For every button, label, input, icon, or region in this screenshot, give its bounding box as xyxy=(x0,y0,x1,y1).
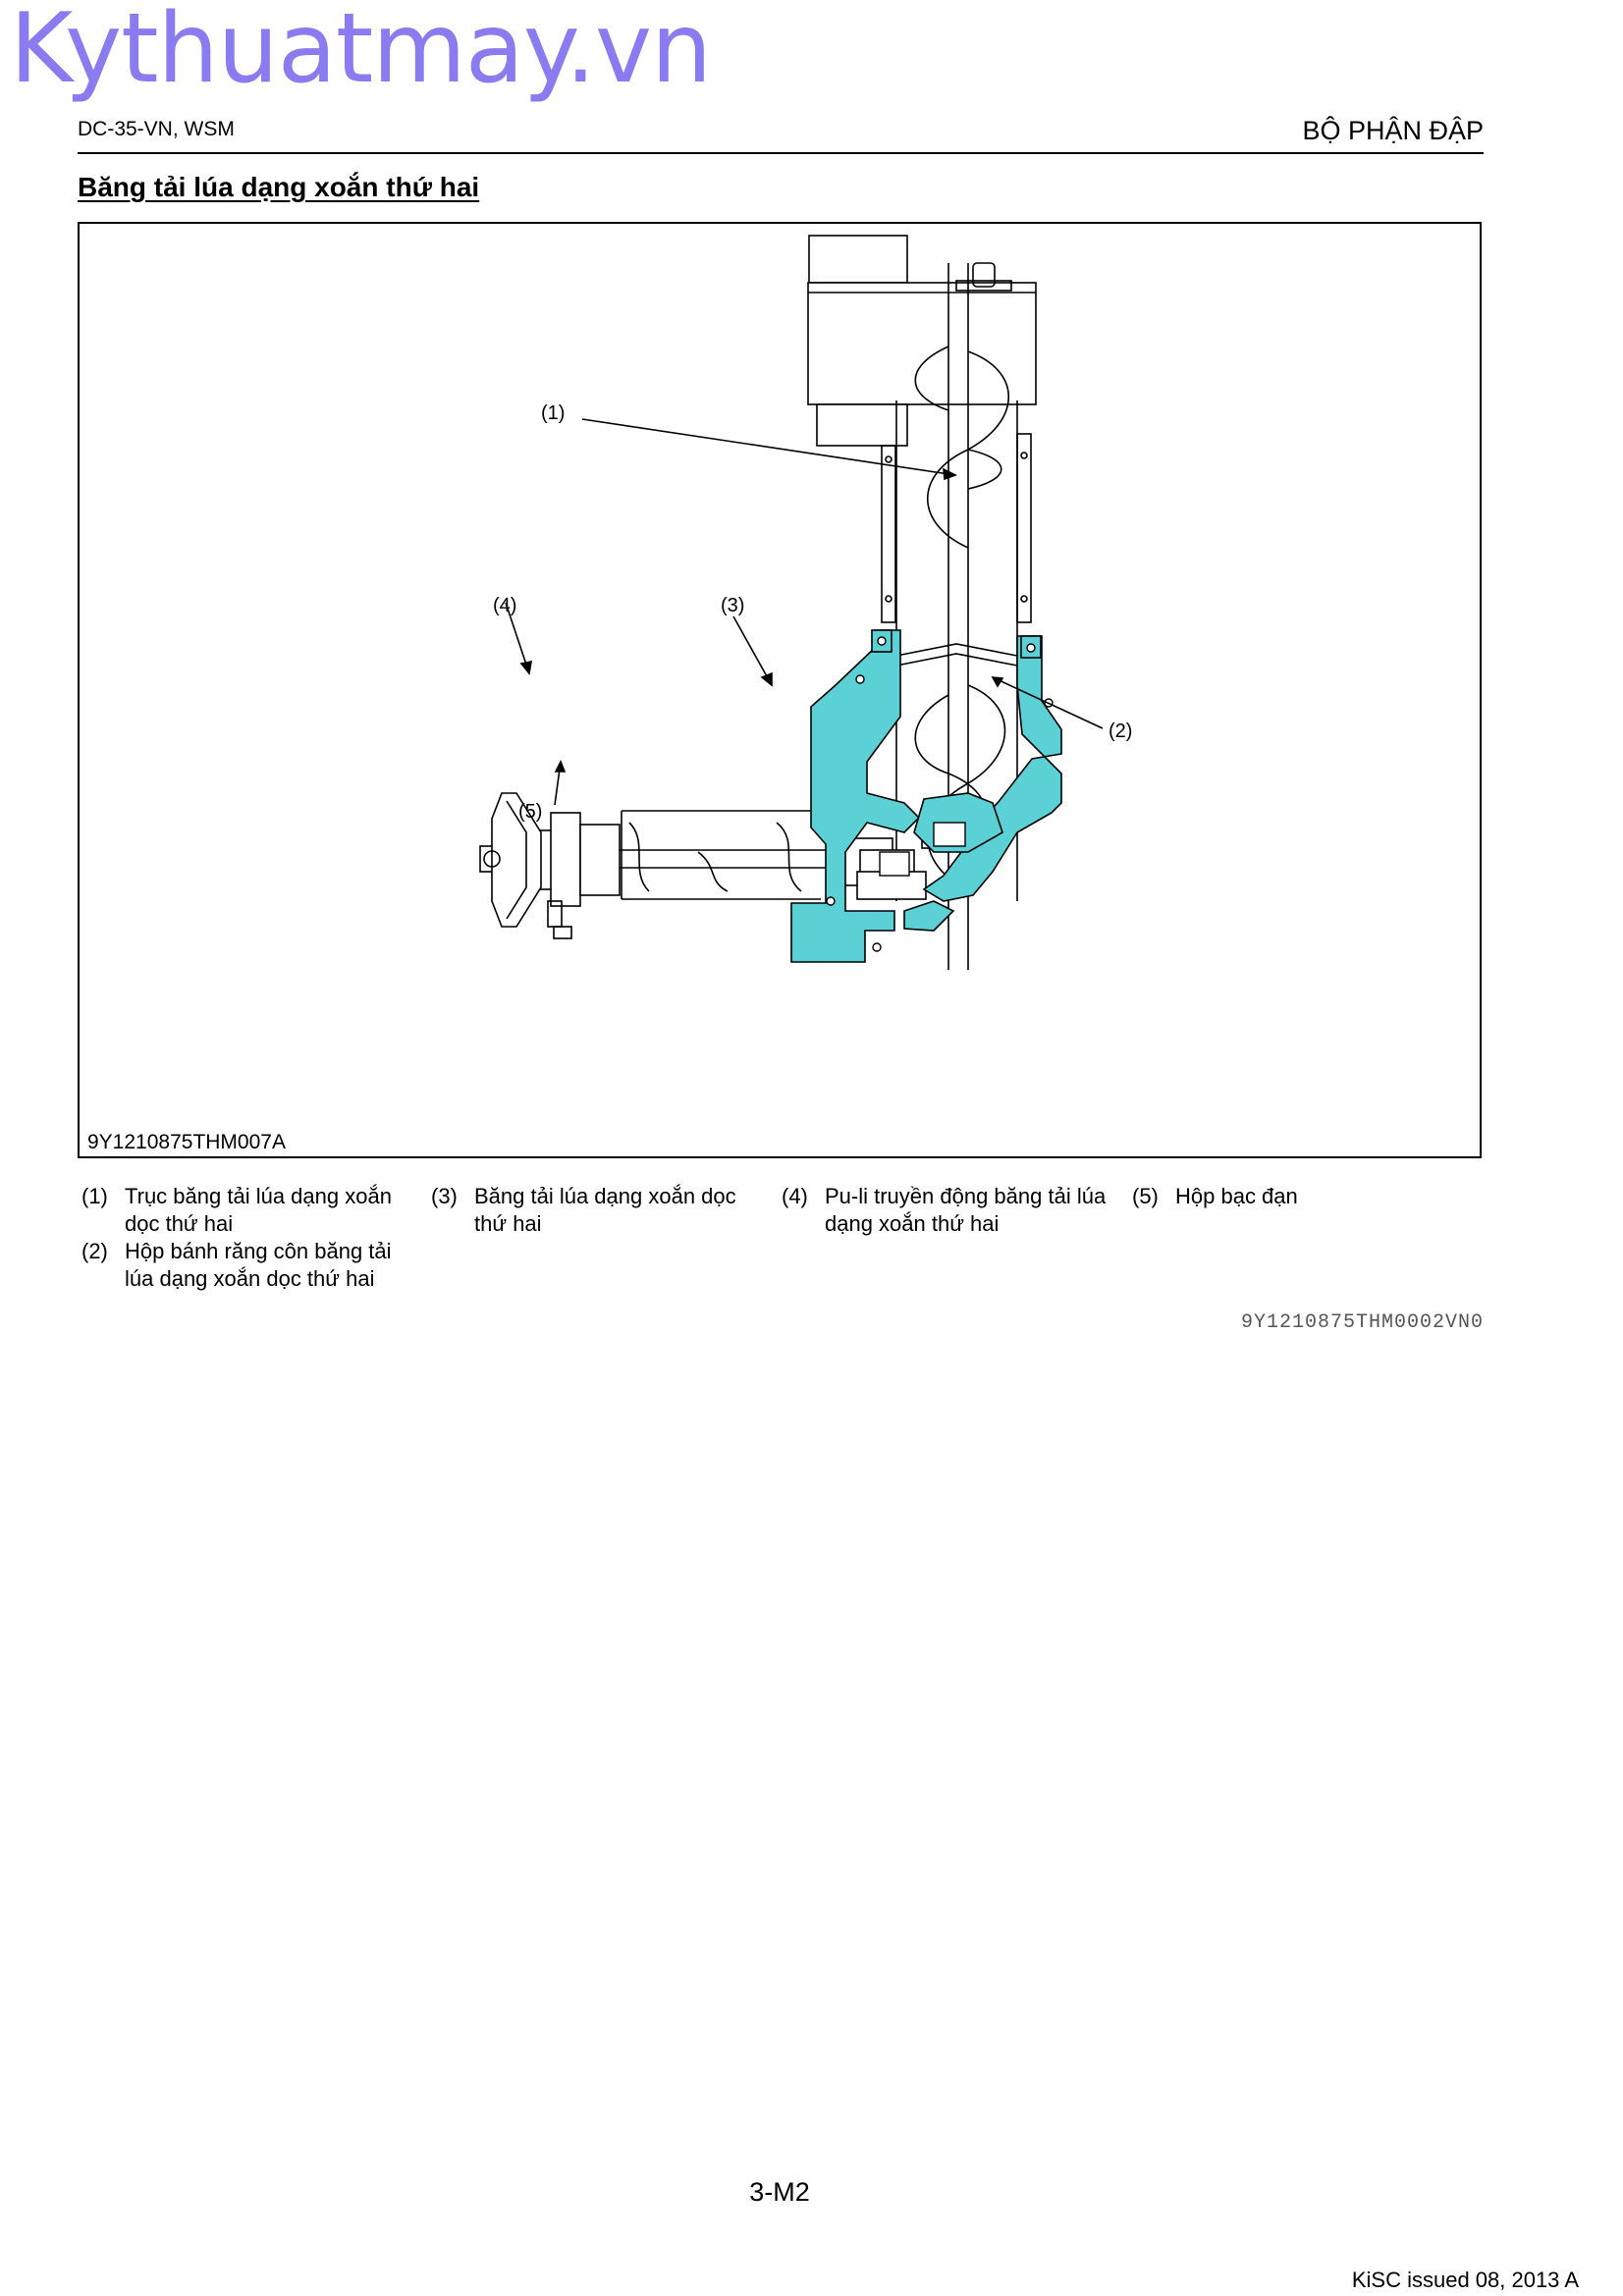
legend-text: Trục băng tải lúa dạng xoắn dọc thứ hai xyxy=(125,1184,392,1236)
figure-id: 9Y1210875THM007A xyxy=(87,1131,286,1153)
legend-text: Hộp bạc đạn xyxy=(1175,1184,1298,1208)
legend-item xyxy=(78,1238,402,1293)
document-code: DC-35-VN, WSM xyxy=(78,118,235,140)
legend-number: (2) xyxy=(81,1239,108,1263)
callout-2: (2) xyxy=(1109,721,1133,742)
legend-text: Băng tải lúa dạng xoắn dọc thứ hai xyxy=(474,1184,736,1236)
header-divider xyxy=(78,152,1484,154)
callout-5: (5) xyxy=(518,801,543,823)
section-name: BỘ PHẬN ĐẬP xyxy=(1302,116,1484,145)
legend-item xyxy=(778,1183,1116,1238)
page-title: Băng tải lúa dạng xoắn thứ hai xyxy=(78,172,480,202)
watermark-logo: Kythuatmay.vn xyxy=(10,0,712,105)
legend-number: (3) xyxy=(431,1184,458,1208)
legend-text: Hộp bánh răng côn băng tải lúa dạng xoắn dọc thứ hai xyxy=(125,1239,392,1291)
legend-number: (5) xyxy=(1132,1184,1159,1208)
legend-column-4 xyxy=(1128,1183,1423,1210)
legend-item xyxy=(78,1183,402,1238)
page-number: 3-M2 xyxy=(749,2177,810,2207)
legend-text: Pu-li truyền động băng tải lúa dạng xoắn thứ hai xyxy=(825,1184,1107,1236)
legend-number: (1) xyxy=(81,1184,108,1208)
legend-column-2 xyxy=(427,1183,751,1238)
technical-figure xyxy=(78,222,1482,1158)
callout-1: (1) xyxy=(541,402,566,424)
callout-4: (4) xyxy=(493,595,517,616)
issue-footer: KiSC issued 08, 2013 A xyxy=(1351,2268,1579,2292)
legend-item xyxy=(1128,1183,1423,1210)
legend-number: (4) xyxy=(782,1184,808,1208)
legend-item xyxy=(427,1183,751,1238)
legend-column-3 xyxy=(778,1183,1116,1238)
conveyor-drawing xyxy=(80,224,1482,1158)
reference-code: 9Y1210875THM0002VN0 xyxy=(1240,1311,1484,1334)
legend-column-1 xyxy=(78,1183,402,1293)
callout-3: (3) xyxy=(721,595,745,616)
